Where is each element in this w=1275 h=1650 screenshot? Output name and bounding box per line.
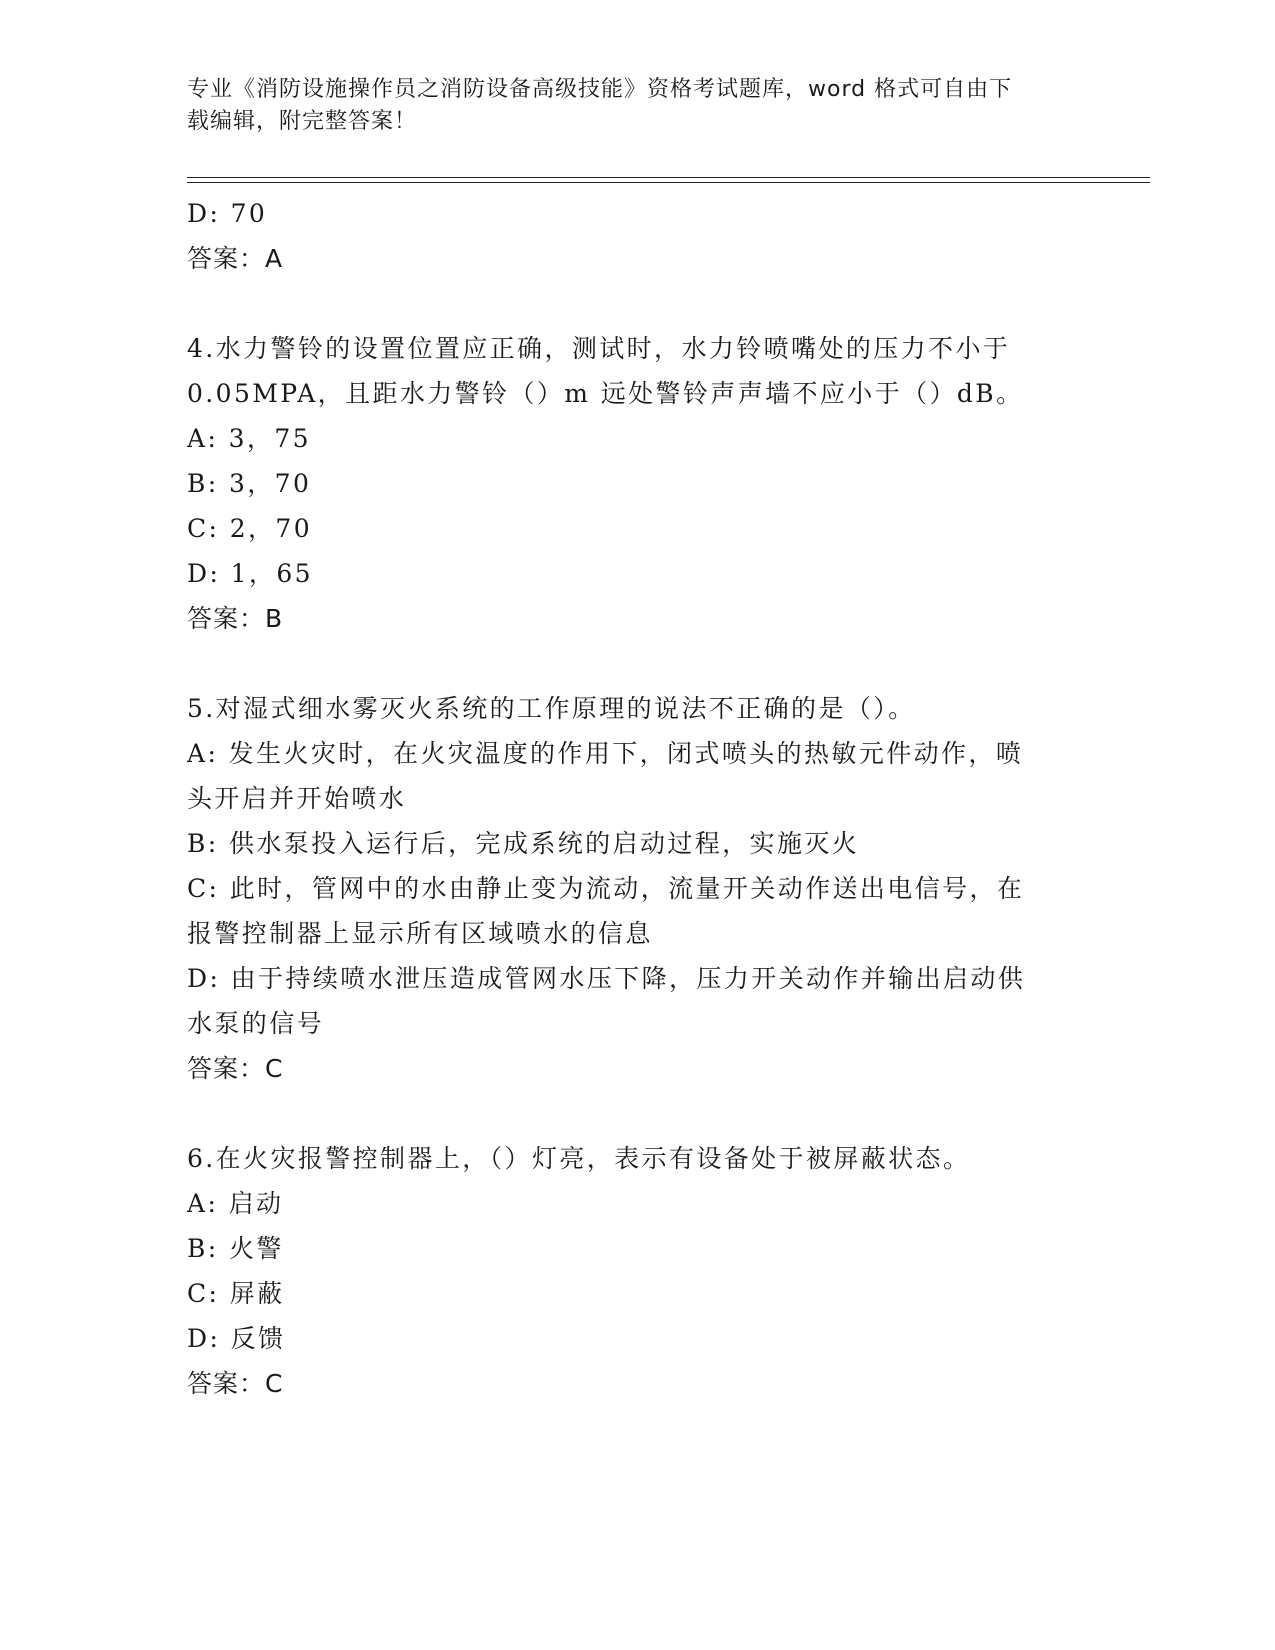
q5-option-a-line-1: A: 发生火灾时，在火灾温度的作用下，闭式喷头的热敏元件动作，喷 [187,739,1024,768]
prev-option-d: D: 70 [187,199,268,228]
spacer [187,281,1087,326]
header-rule-bottom [187,182,1150,183]
question-4 [187,326,1087,641]
header-line-1: 专业《消防设施操作员之消防设备高级技能》资格考试题库，word 格式可自由下 [187,77,1013,102]
q4-option-d: D: 1，65 [187,559,313,588]
question-5 [187,686,1087,1091]
q4-option-b: B: 3，70 [187,469,312,498]
q5-option-b: B: 供水泵投入运行后，完成系统的启动过程，实施灭火 [187,829,860,858]
spacer [187,641,1087,686]
q4-option-c: C: 2，70 [187,514,313,543]
q5-option-c-line-2: 报警控制器上显示所有区域喷水的信息 [187,919,653,948]
document-header [187,74,1067,138]
q5-stem: 5.对湿式细水雾灭火系统的工作原理的说法不正确的是（）。 [187,694,916,723]
prev-answer: 答案：A [187,244,284,273]
q5-answer: 答案：C [187,1054,284,1083]
q5-option-d-line-1: D: 由于持续喷水泄压造成管网水压下降，压力开关动作并输出启动供 [187,964,1026,993]
q6-option-d: D: 反馈 [187,1324,286,1353]
q5-option-d-line-2: 水泵的信号 [187,1009,325,1038]
q5-option-a-line-2: 头开启并开始喷水 [187,784,407,813]
q4-option-a: A: 3，75 [187,424,311,453]
header-rule-top [187,177,1150,178]
q4-stem-line-2: 0.05MPA，且距水力警铃（）m 远处警铃声声墙不应小于（）dB。 [187,379,1024,408]
question-6 [187,1136,1087,1406]
q4-answer: 答案：B [187,604,284,633]
question-content [187,191,1087,1406]
q6-option-c: C: 屏蔽 [187,1279,285,1308]
q6-option-a: A: 启动 [187,1189,284,1218]
q6-stem: 6.在火灾报警控制器上，（）灯亮，表示有设备处于被屏蔽状态。 [187,1144,971,1173]
q6-answer: 答案：C [187,1369,284,1398]
spacer [187,1091,1087,1136]
header-line-2: 载编辑，附完整答案！ [187,109,418,134]
q6-option-b: B: 火警 [187,1234,284,1263]
q5-option-c-line-1: C: 此时，管网中的水由静止变为流动，流量开关动作送出电信号，在 [187,874,1025,903]
q4-stem-line-1: 4.水力警铃的设置位置应正确，测试时，水力铃喷嘴处的压力不小于 [187,334,1011,363]
